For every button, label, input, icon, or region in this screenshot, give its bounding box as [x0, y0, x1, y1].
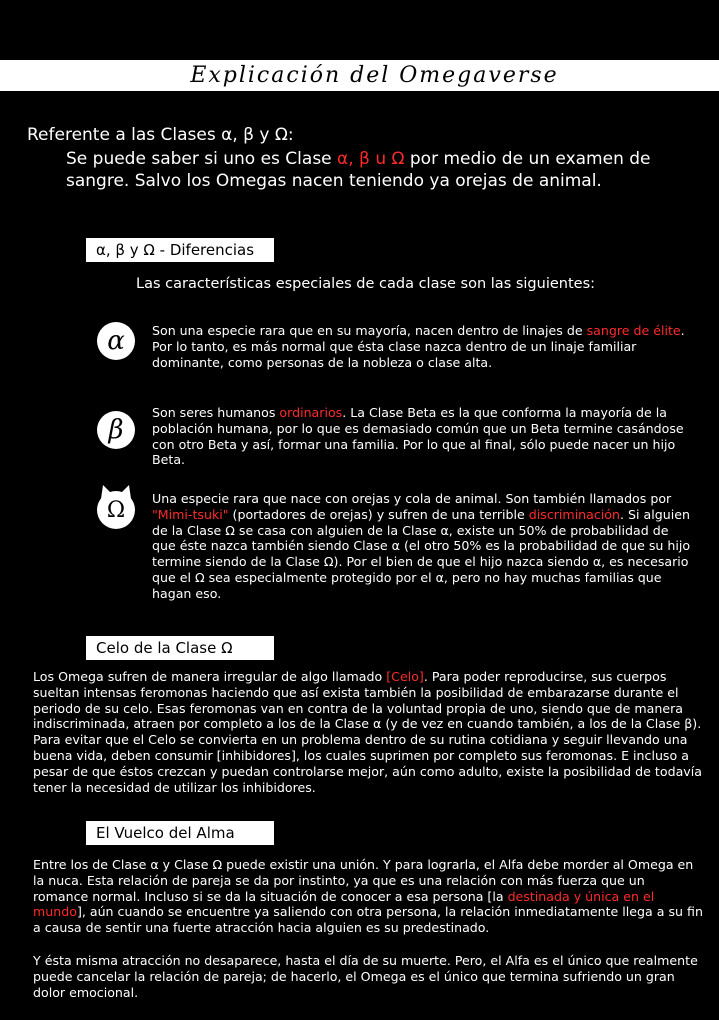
section-label-vuelco: El Vuelco del Alma: [86, 821, 274, 845]
omega-text: Una especie rara que nace con orejas y cola de animal. Son también llamados por: [152, 491, 672, 506]
beta-description: [152, 405, 692, 468]
omega-highlight-mimi: "Mimi-tsuki": [152, 506, 229, 522]
beta-highlight: ordinarios: [279, 405, 343, 420]
intro-text: Se puede saber si uno es Clase: [66, 149, 338, 169]
celo-text-end: . Para poder reproducirse, sus cuerpos sueltan intensas feromonas haciendo que así exista también la posibilidad de embarazarse durante el periodo de su celo. Esas feromonas van en contra de la voluntad propia de uno, siendo que de manera indiscriminada, atraen por completo a los de la Clase α (y de vez en cuando también, a los de la Clase β). Para evitar que el Celo se convierta en un problema dentro de su rutina cotidiana y seguir llevando una buena vida, deben consumir [inhibidores], los cuales suprimen por completo sus feromonas. E incluso a pesar de que éstos crezcan y puedan controlarse mejor, aún como adulto, existe la posibilidad de todavía tener la necesidad de utilizar los inhibidores.: [33, 669, 702, 795]
beta-icon: β: [97, 411, 135, 449]
vuelco-paragraph: [33, 857, 703, 936]
celo-text: Los Omega sufren de manera irregular de algo llamado: [33, 669, 387, 684]
alpha-description: [152, 323, 692, 370]
intro-highlight: α, β u Ω: [337, 149, 405, 169]
celo-highlight: [Celo]: [386, 669, 424, 684]
omega-cat-icon: [97, 491, 135, 529]
alpha-text: Son una especie rara que en su mayoría, nacen dentro de linajes de: [152, 323, 587, 338]
section-label-differences: α, β y Ω - Diferencias: [86, 238, 274, 262]
celo-paragraph: [33, 669, 703, 795]
beta-text: Son seres humanos: [152, 405, 280, 420]
intro-text-end: por medio de un examen de sangre. Salvo los Omegas nacen teniendo ya orejas de animal.: [66, 149, 651, 191]
omega-symbol: Ω: [106, 497, 126, 523]
vuelco-highlight: destinada y única en el mundo: [33, 888, 655, 920]
intro-title: Referente a las Clases α, β y Ω:: [27, 125, 294, 145]
section-label-celo: Celo de la Clase Ω: [86, 636, 274, 660]
omega-description: [152, 491, 692, 602]
vuelco-text-end: ], aún cuando se encuentre ya saliendo con otra persona, la relación inmediatamente llega a su fin a causa de sentir una fuerte atracción hacia alguien es su predestinado.: [33, 904, 703, 936]
intro-body: [66, 148, 706, 192]
beta-text-end: . La Clase Beta es la que conforma la mayoría de la población humana, por lo que es demasiado común que un Beta termine casándose con otro Beta y así, formar una familia. Por lo que al final, sólo puede nacer un hijo Beta.: [152, 405, 684, 468]
omega-highlight-discrimination: discriminación: [528, 506, 620, 522]
vuelco-paragraph-2: Y ésta misma atracción no desaparece, hasta el día de su muerte. Pero, el Alfa es el único que realmente puede cancelar la relación de pareja; de hacerlo, el Omega es el único que termina sufriendo un gran dolor emocional.: [33, 953, 698, 1000]
vuelco-text: Entre los de Clase α y Clase Ω puede existir una unión. Y para lograrla, el Alfa debe morder al Omega en la nuca. Esta relación de pareja se da por instinto, ya que es una relación con más fuerza que un romance normal. Incluso si se da la situación de conocer a esa persona [la: [33, 857, 694, 904]
alpha-highlight: sangre de élite: [586, 323, 681, 338]
cat-ears-icon: [97, 485, 135, 499]
differences-lead: Las características especiales de cada clase son las siguientes:: [136, 276, 596, 292]
page-title: Explicación del Omegaverse: [0, 60, 719, 91]
omega-text-end: . Si alguien de la Clase Ω se casa con alguien de la Clase α, existe un 50% de probabilidad de que éste nazca también siendo Clase α (el otro 50% es la probabilidad de que su hijo termine siendo de la Clase Ω). Por el bien de que el hijo nazca siendo α, es necesario que el Ω sea especialmente protegido por el α, pero no hay muchas familias que hagan eso.: [152, 506, 691, 601]
alpha-text-end: . Por lo tanto, es más normal que ésta clase nazca dentro de un linaje familiar dominante, como personas de la nobleza o clase alta.: [152, 323, 685, 370]
alpha-icon: α: [97, 322, 135, 360]
omega-text-mid: (portadores de orejas) y sufren de una terrible: [228, 506, 529, 522]
